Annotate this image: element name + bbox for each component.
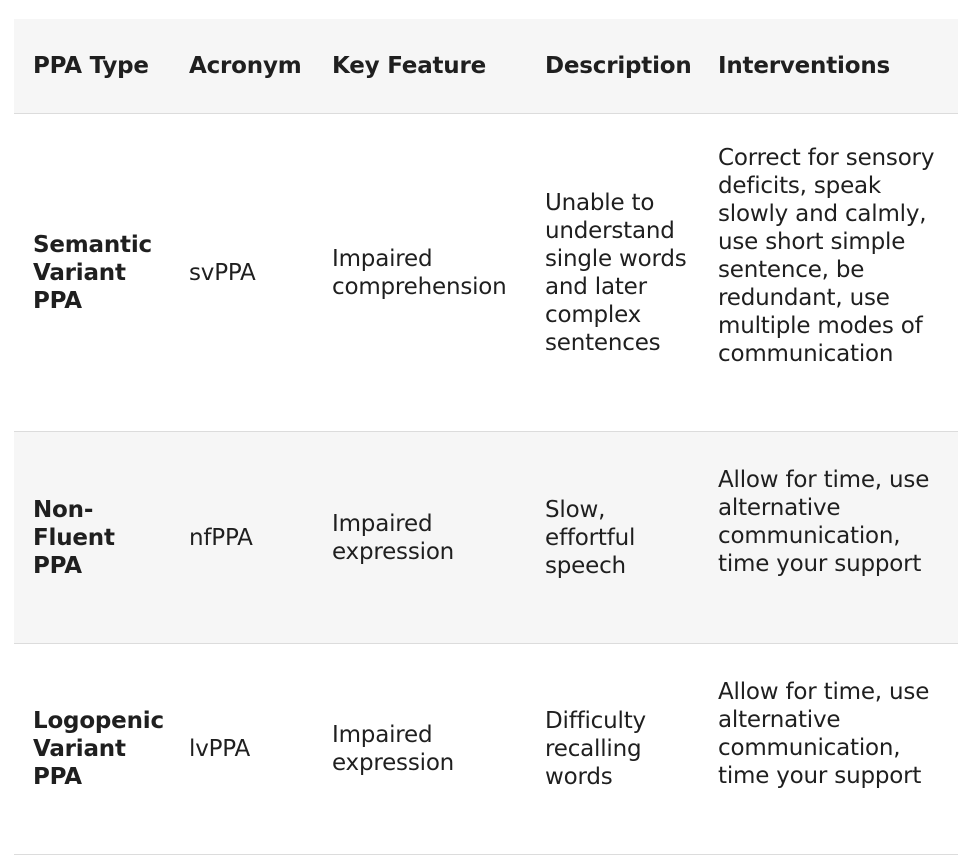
header-description: Description (526, 19, 699, 114)
acronym-cell: svPPA (170, 114, 313, 432)
acronym-cell: lvPPA (170, 644, 313, 855)
ppa-types-table (14, 19, 958, 855)
key-feature-cell: Impaired expression (313, 644, 526, 855)
header-ppa-type: PPA Type (14, 19, 170, 114)
table-row (14, 644, 958, 855)
table-row (14, 432, 958, 644)
table-header (14, 19, 958, 114)
header-interventions: Interventions (699, 19, 958, 114)
key-feature-cell: Impaired expression (313, 432, 526, 644)
interventions-cell: Allow for time, use alternative communication, time your support (699, 644, 958, 855)
table-row (14, 114, 958, 432)
interventions-cell: Allow for time, use alternative communication, time your support (699, 432, 958, 644)
description-cell: Unable to understand single words and later complex sentences (526, 114, 699, 432)
header-key-feature: Key Feature (313, 19, 526, 114)
ppa-table-container (14, 19, 958, 855)
acronym-cell: nfPPA (170, 432, 313, 644)
ppa-type-cell: Logopenic Variant PPA (14, 644, 170, 855)
description-cell: Difficulty recalling words (526, 644, 699, 855)
interventions-cell: Correct for sensory deficits, speak slowly and calmly, use short simple sentence, be redundant, use multiple modes of communication (699, 114, 958, 432)
description-cell: Slow, effortful speech (526, 432, 699, 644)
ppa-type-cell: Non-Fluent PPA (14, 432, 170, 644)
header-acronym: Acronym (170, 19, 313, 114)
table-body (14, 114, 958, 855)
ppa-type-cell: Semantic Variant PPA (14, 114, 170, 432)
header-row (14, 19, 958, 114)
key-feature-cell: Impaired comprehension (313, 114, 526, 432)
